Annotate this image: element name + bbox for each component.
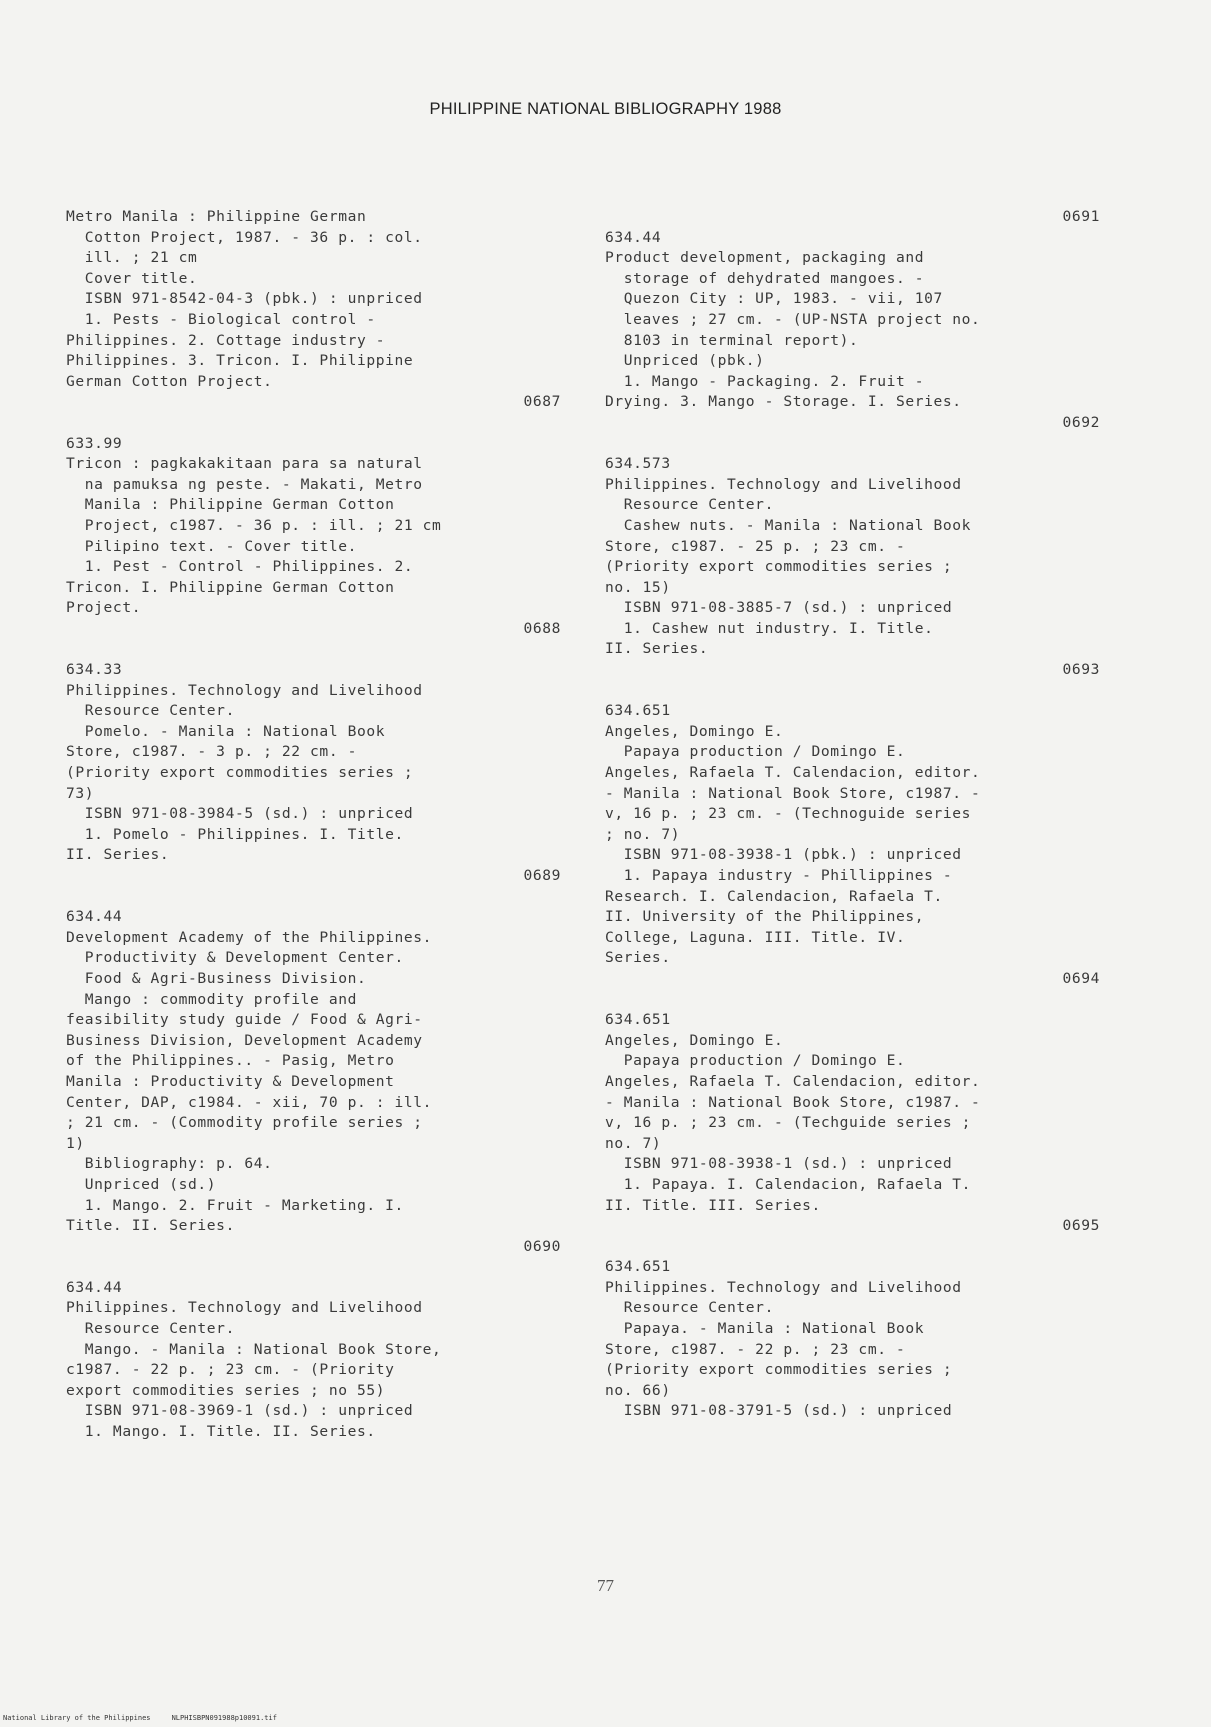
entry-line: no. 15) <box>605 578 671 596</box>
entry-line: Papaya production / Domingo E. <box>605 743 906 761</box>
entry-line: 8103 in terminal report). <box>605 331 859 349</box>
entry-line: Pomelo. - Manila : National Book <box>66 722 386 740</box>
entry-line: c1987. - 22 p. ; 23 cm. - (Priority <box>66 1361 395 1379</box>
entry-line: Quezon City : UP, 1983. - vii, 107 <box>605 290 943 308</box>
entry-line: 1. Cashew nut industry. I. Title. <box>605 619 934 637</box>
entry-line: Unpriced (sd.) <box>66 1175 217 1193</box>
entry-line: Resource Center. <box>605 496 774 514</box>
entry-line: Product development, packaging and <box>605 249 925 267</box>
entry-line: Pilipino text. - Cover title. <box>66 537 357 555</box>
entry-line: Unpriced (pbk.) <box>605 352 765 370</box>
page-title: PHILIPPINE NATIONAL BIBLIOGRAPHY 1988 <box>429 100 782 118</box>
entry-number: 0688 <box>523 619 561 637</box>
entry-line: ill. ; 21 cm <box>66 249 198 267</box>
entry-line: no. 7) <box>605 1134 662 1152</box>
classification-number: 634.651 <box>605 1258 671 1276</box>
entry-line: 1. Mango. 2. Fruit - Marketing. I. <box>66 1196 404 1214</box>
entry-line: 1. Pests - Biological control - <box>66 310 376 328</box>
entry-line: 1. Papaya. I. Calendacion, Rafaela T. <box>605 1175 972 1193</box>
entry-line: Angeles, Domingo E. <box>605 1031 784 1049</box>
entry-line: Title. II. Series. <box>66 1217 235 1235</box>
entry-line: Papaya production / Domingo E. <box>605 1052 906 1070</box>
entry-line: Mango. - Manila : National Book Store, <box>66 1340 442 1358</box>
entry-line: Drying. 3. Mango - Storage. I. Series. <box>605 393 962 411</box>
entry-line: II. Series. <box>605 640 709 658</box>
entry-line: Mango : commodity profile and <box>66 990 357 1008</box>
entry-line: na pamuksa ng peste. - Makati, Metro <box>66 475 423 493</box>
classification-number: 633.99 <box>66 434 123 452</box>
entry-line: 73) <box>66 784 95 802</box>
entry-line: ISBN 971-08-3791-5 (sd.) : unpriced <box>605 1402 953 1420</box>
entry-line: II. Title. III. Series. <box>605 1196 821 1214</box>
entry-line: Development Academy of the Philippines. <box>66 928 433 946</box>
entry-spacer <box>605 990 1100 1011</box>
entry-line: ISBN 971-08-3885-7 (sd.) : unpriced <box>605 599 953 617</box>
scan-footer: National Library of the Philippines NLPHISBPN091988p10091.tif <box>3 1714 277 1722</box>
entry-line: Philippines. Technology and Livelihood <box>66 681 423 699</box>
entry-line: 1. Pomelo - Philippines. I. Title. <box>66 825 404 843</box>
entry-line: no. 66) <box>605 1381 671 1399</box>
entry-number: 0694 <box>1062 969 1100 987</box>
entry-line: (Priority export commodities series ; <box>605 1361 953 1379</box>
classification-number: 634.44 <box>66 1278 123 1296</box>
entry-line: ; 21 cm. - (Commodity profile series ; <box>66 1114 423 1132</box>
entry-line: Center, DAP, c1984. - xii, 70 p. : ill. <box>66 1093 433 1111</box>
entry-number: 0690 <box>523 1237 561 1255</box>
classification-number: 634.44 <box>605 228 662 246</box>
entry-line: 1. Papaya industry - Phillippines - <box>605 867 953 884</box>
entry-line: College, Laguna. III. Title. IV. <box>605 928 906 946</box>
entry-line: ISBN 971-08-3984-5 (sd.) : unpriced <box>66 805 414 823</box>
entry-line: Tricon. I. Philippine German Cotton <box>66 578 395 596</box>
entry-line: v, 16 p. ; 23 cm. - (Technoguide series <box>605 805 972 823</box>
entry-line: Papaya. - Manila : National Book <box>605 1320 925 1338</box>
entry-line: Philippines. 2. Cottage industry - <box>66 331 386 349</box>
entry-line: Angeles, Domingo E. <box>605 722 784 740</box>
entry-line: (Priority export commodities series ; <box>66 764 414 782</box>
entry-line: ; no. 7) <box>605 825 681 843</box>
entry-line: Series. <box>605 949 671 967</box>
entry-spacer <box>66 887 561 908</box>
entry-line: - Manila : National Book Store, c1987. - <box>605 1093 981 1111</box>
entry-line: 1. Mango - Packaging. 2. Fruit - <box>605 372 925 390</box>
entry-line: of the Philippines.. - Pasig, Metro <box>66 1052 395 1070</box>
entry-line: Manila : Philippine German Cotton <box>66 496 395 514</box>
entry-line: Philippines. Technology and Livelihood <box>605 475 962 493</box>
entry-line: Resource Center. <box>66 702 235 720</box>
entry-line: Research. I. Calendacion, Rafaela T. <box>605 887 943 905</box>
entry-number: 0691 <box>1062 208 1100 225</box>
entry-line: Resource Center. <box>66 1320 235 1338</box>
entry-line: II. University of the Philippines, <box>605 908 925 926</box>
left-column <box>66 207 561 1443</box>
entry-line: Philippines. Technology and Livelihood <box>605 1278 962 1296</box>
entry-spacer <box>66 639 561 660</box>
entry-line: Food & Agri-Business Division. <box>66 969 367 987</box>
entry-spacer <box>66 1257 561 1278</box>
entry-line: Project, c1987. - 36 p. : ill. ; 21 cm <box>66 516 442 534</box>
classification-number: 634.33 <box>66 661 123 679</box>
entry-line: v, 16 p. ; 23 cm. - (Techguide series ; <box>605 1114 972 1132</box>
entry-line: Business Division, Development Academy <box>66 1031 423 1049</box>
entry-line: Project. <box>66 599 142 617</box>
entry-line: 1) <box>66 1134 85 1152</box>
entry-line: Philippines. 3. Tricon. I. Philippine <box>66 352 414 370</box>
entry-line: ISBN 971-08-3969-1 (sd.) : unpriced <box>66 1402 414 1420</box>
entry-line: Manila : Productivity & Development <box>66 1072 395 1090</box>
entry-line: German Cotton Project. <box>66 372 273 390</box>
entry-line: ISBN 971-8542-04-3 (pbk.) : unpriced <box>66 290 423 308</box>
entry-line: - Manila : National Book Store, c1987. - <box>605 784 981 802</box>
entry-line: feasibility study guide / Food & Agri- <box>66 1011 423 1029</box>
entry-line: Productivity & Development Center. <box>66 949 404 967</box>
entry-spacer <box>605 434 1100 455</box>
classification-number: 634.44 <box>66 908 123 926</box>
entry-line: Resource Center. <box>605 1299 774 1317</box>
entry-line: 1. Pest - Control - Philippines. 2. <box>66 558 414 576</box>
entry-line: Cashew nuts. - Manila : National Book <box>605 516 972 534</box>
entry-line: Store, c1987. - 25 p. ; 23 cm. - <box>605 537 906 555</box>
classification-number: 634.651 <box>605 1011 671 1029</box>
entry-number: 0689 <box>523 867 561 884</box>
entry-number: 0687 <box>523 393 561 411</box>
entry-line: Metro Manila : Philippine German <box>66 208 367 225</box>
entry-line: 1. Mango. I. Title. II. Series. <box>66 1423 376 1441</box>
entry-number: 0695 <box>1062 1217 1100 1235</box>
entry-line: Angeles, Rafaela T. Calendacion, editor. <box>605 1072 981 1090</box>
entry-line: leaves ; 27 cm. - (UP-NSTA project no. <box>605 310 981 328</box>
entry-line: Angeles, Rafaela T. Calendacion, editor. <box>605 764 981 782</box>
entry-number: 0693 <box>1062 661 1100 679</box>
entry-line: II. Series. <box>66 846 170 864</box>
page-number: 77 <box>597 1576 614 1595</box>
entry-line: export commodities series ; no 55) <box>66 1381 386 1399</box>
entry-spacer <box>66 413 561 434</box>
entry-line: Philippines. Technology and Livelihood <box>66 1299 423 1317</box>
entry-line: ISBN 971-08-3938-1 (pbk.) : unpriced <box>605 846 962 864</box>
entry-line: storage of dehydrated mangoes. - <box>605 269 925 287</box>
classification-number: 634.651 <box>605 702 671 720</box>
entry-line: Cover title. <box>66 269 198 287</box>
entry-line: Store, c1987. - 3 p. ; 22 cm. - <box>66 743 357 761</box>
entry-spacer <box>605 681 1100 702</box>
classification-number: 634.573 <box>605 455 671 473</box>
entry-line: Tricon : pagkakakitaan para sa natural <box>66 455 423 473</box>
entry-line: (Priority export commodities series ; <box>605 558 953 576</box>
entry-line: ISBN 971-08-3938-1 (sd.) : unpriced <box>605 1155 953 1173</box>
entry-line: Cotton Project, 1987. - 36 p. : col. <box>66 228 423 246</box>
entry-number: 0692 <box>1062 413 1100 431</box>
right-column <box>605 207 1100 1422</box>
entry-line: Bibliography: p. 64. <box>66 1155 273 1173</box>
entry-spacer <box>605 1237 1100 1258</box>
entry-line: Store, c1987. - 22 p. ; 23 cm. - <box>605 1340 906 1358</box>
